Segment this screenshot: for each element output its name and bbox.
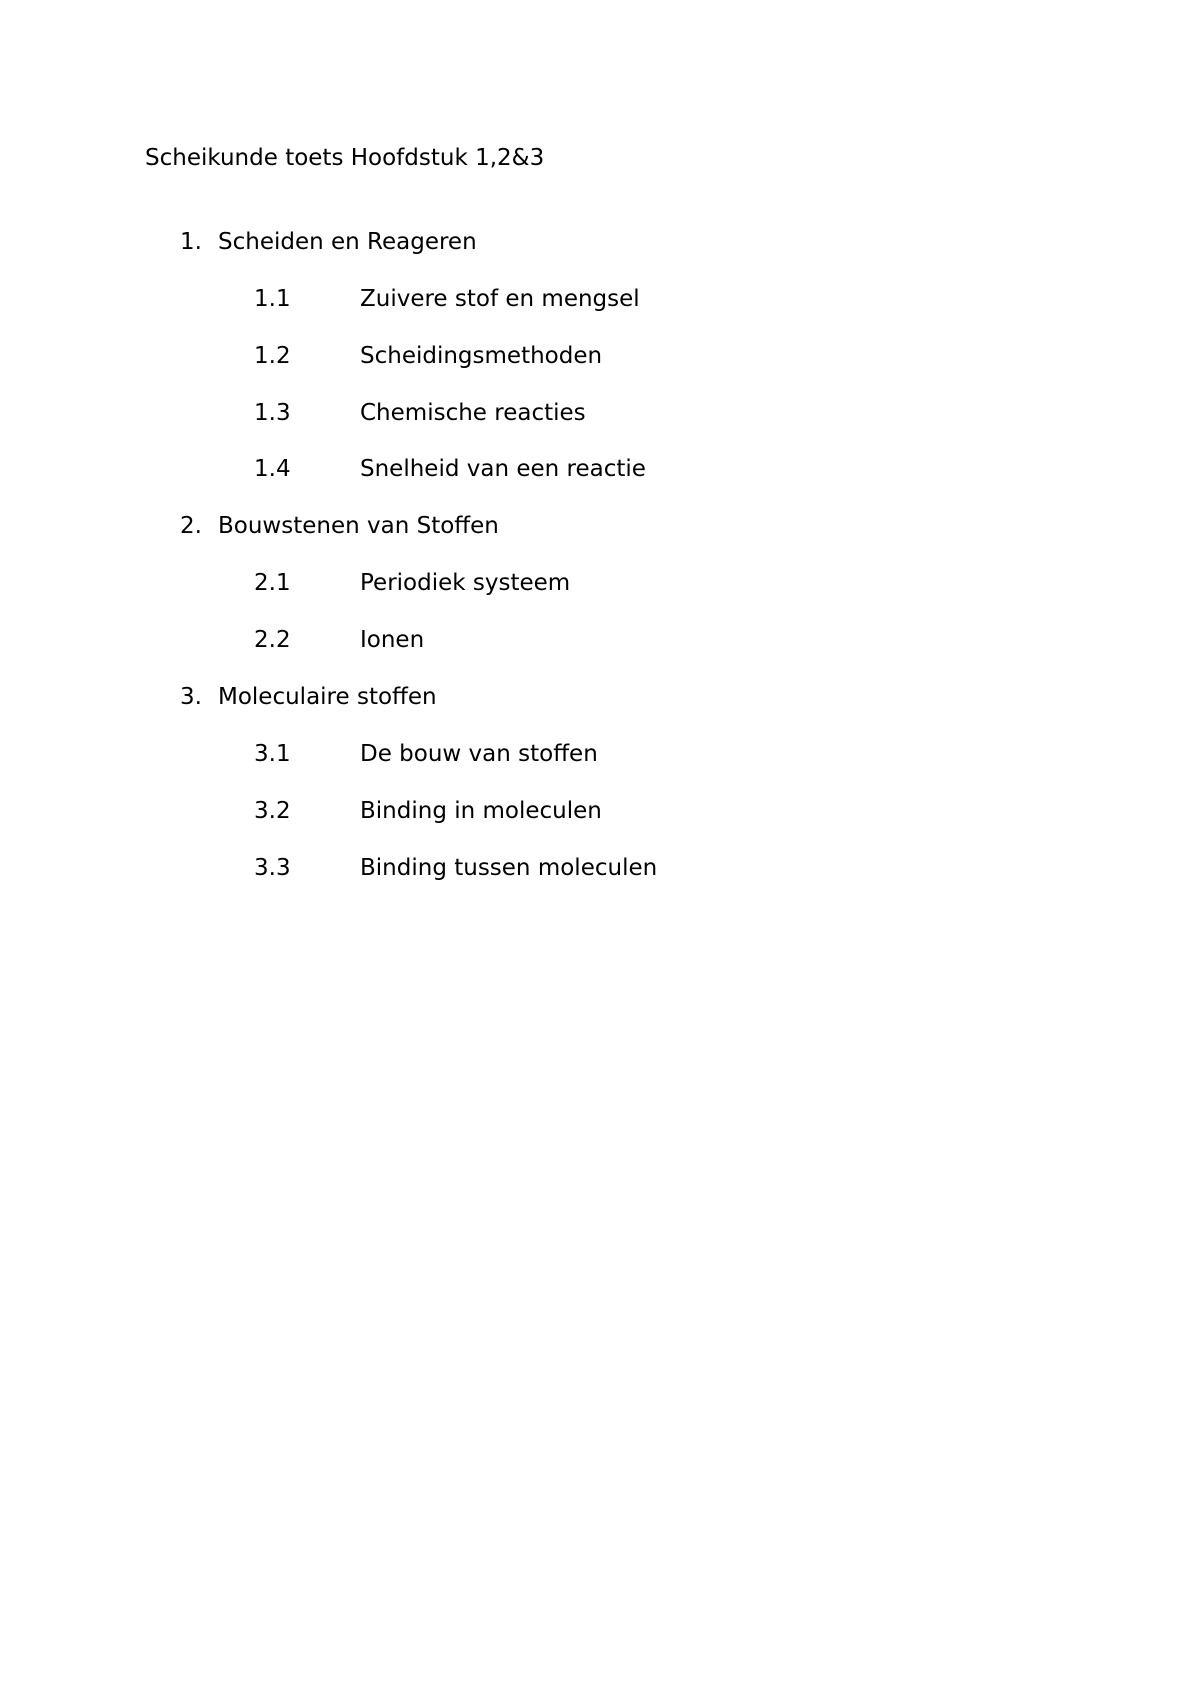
- section-label: Chemische reacties: [360, 400, 586, 426]
- section-number: 3.1: [254, 741, 291, 767]
- section-label: Snelheid van een reactie: [360, 456, 646, 482]
- section-label: Periodiek systeem: [360, 570, 571, 596]
- section-number: 1.1: [254, 286, 291, 312]
- chapter-label: Moleculaire stoffen: [218, 684, 437, 710]
- chapter-number: 2.: [180, 513, 202, 539]
- section-label: Binding in moleculen: [360, 798, 602, 824]
- section-number: 1.2: [254, 343, 291, 369]
- chapter-number: 1.: [180, 229, 202, 255]
- chapter-number: 3.: [180, 684, 202, 710]
- section-label: Zuivere stof en mengsel: [360, 286, 640, 312]
- section-label: De bouw van stoffen: [360, 741, 598, 767]
- section-label: Ionen: [360, 627, 425, 653]
- section-label: Binding tussen moleculen: [360, 855, 658, 881]
- section-number: 3.2: [254, 798, 291, 824]
- section-number: 2.2: [254, 627, 291, 653]
- section-label: Scheidingsmethoden: [360, 343, 603, 369]
- chapter-label: Scheiden en Reageren: [218, 229, 477, 255]
- chapter-label: Bouwstenen van Stoffen: [218, 513, 499, 539]
- section-number: 3.3: [254, 855, 291, 881]
- section-number: 1.3: [254, 400, 291, 426]
- section-number: 1.4: [254, 456, 291, 482]
- section-number: 2.1: [254, 570, 291, 596]
- document-title: Scheikunde toets Hoofdstuk 1,2&3: [145, 145, 545, 171]
